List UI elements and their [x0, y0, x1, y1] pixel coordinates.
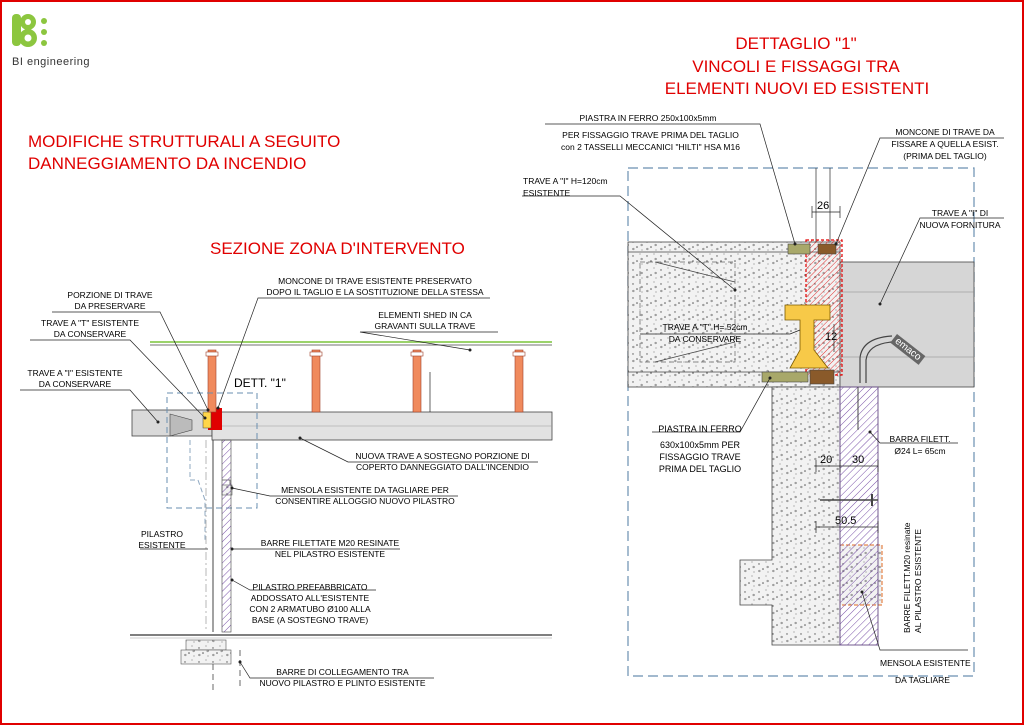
label-mensola-d-2: DA TAGLIARE	[895, 675, 950, 685]
detail-title-line2: VINCOLI E FISSAGGI TRA	[692, 57, 900, 76]
label-shed-2: GRAVANTI SULLA TRAVE	[374, 321, 476, 331]
detail-title-line3: ELEMENTI NUOVI ED ESISTENTI	[664, 79, 930, 98]
section-title: SEZIONE ZONA D'INTERVENTO	[210, 239, 465, 258]
label-trave-i120-1: TRAVE A "I" H=120cm	[523, 176, 608, 186]
label-prefab-3: CON 2 ARMATUBO Ø100 ALLA	[249, 604, 371, 614]
label-piastra2-4: PRIMA DEL TAGLIO	[658, 464, 742, 474]
label-piastra1-2: PER FISSAGGIO TRAVE PRIMA DEL TAGLIO	[562, 130, 739, 140]
label-piastra1-1: PIASTRA IN FERRO 250x100x5mm	[579, 113, 717, 123]
label-trave-t-2: DA CONSERVARE	[53, 329, 127, 339]
label-piastra2-3: FISSAGGIO TRAVE	[659, 452, 741, 462]
label-dett1: DETT. "1"	[234, 376, 286, 390]
label-trave-i-2: DA CONSERVARE	[38, 379, 112, 389]
label-pilastro-1: PILASTRO	[140, 529, 184, 539]
label-trave-i-1: TRAVE A "I" ESISTENTE	[27, 368, 123, 378]
label-shed-1: ELEMENTI SHED IN CA	[378, 310, 472, 320]
label-moncone-d-1: MONCONE DI TRAVE DA	[895, 127, 995, 137]
label-nuova-2: COPERTO DANNEGGIATO DALL'INCENDIO	[356, 462, 529, 472]
label-barre-vert-1: BARRE FILETT.M20 resinate	[902, 522, 912, 633]
label-trave-t-1: TRAVE A "T" ESISTENTE	[41, 318, 139, 328]
label-moncone-1: MONCONE DI TRAVE ESISTENTE PRESERVATO	[278, 276, 472, 286]
label-emaco: emaco	[890, 334, 925, 365]
detail-title-line1: DETTAGLIO "1"	[735, 34, 857, 53]
dim-26: 26	[817, 200, 830, 212]
label-mensola-1: MENSOLA ESISTENTE DA TAGLIARE PER	[281, 485, 449, 495]
label-coll-1: BARRE DI COLLEGAMENTO TRA	[276, 667, 409, 677]
label-pilastro-2: ESISTENTE	[138, 540, 186, 550]
label-trave-i-nuova-1: TRAVE A "I" DI	[931, 208, 989, 218]
label-piastra2-2: 630x100x5mm PER	[659, 440, 741, 450]
label-barra-2: Ø24 L= 65cm	[894, 446, 946, 456]
label-barra-1: BARRA FILETT.	[889, 434, 951, 444]
label-barre-2: NEL PILASTRO ESISTENTE	[274, 549, 386, 559]
label-nuova-1: NUOVA TRAVE A SOSTEGNO PORZIONE DI	[355, 451, 530, 461]
logo-text: BI engineering	[12, 56, 90, 68]
label-prefab-1: PILASTRO PREFABBRICATO	[252, 582, 368, 592]
label-piastra2-1: PIASTRA IN FERRO	[658, 424, 742, 434]
label-barre-1: BARRE FILETTATE M20 RESINATE	[260, 538, 400, 548]
label-moncone-d-3: (PRIMA DEL TAGLIO)	[903, 151, 987, 161]
label-trave-t52-2: DA CONSERVARE	[668, 334, 742, 344]
label-coll-2: NUOVO PILASTRO E PLINTO ESISTENTE	[259, 678, 426, 688]
label-prefab-4: BASE (A SOSTEGNO TRAVE)	[251, 615, 369, 625]
dim-50-5: 50.5	[835, 515, 857, 527]
label-barre-vert-2: AL PILASTRO ESISTENTE	[913, 528, 923, 633]
label-moncone-2: DOPO IL TAGLIO E LA SOSTITUZIONE DELLA STESSA	[266, 287, 484, 297]
label-trave-t52-1: TRAVE A "T" H= 52cm	[662, 322, 748, 332]
label-trave-i-nuova-2: NUOVA FORNITURA	[919, 220, 1001, 230]
label-piastra1-3: con 2 TASSELLI MECCANICI "HILTI" HSA M16	[561, 142, 740, 152]
label-moncone-d-2: FISSARE A QUELLA ESIST.	[891, 139, 999, 149]
label-trave-i120-2: ESISTENTE	[523, 188, 571, 198]
label-porzione-1: PORZIONE DI TRAVE	[67, 290, 153, 300]
label-prefab-2: ADDOSSATO ALL'ESISTENTE	[250, 593, 370, 603]
main-title-line2: DANNEGGIAMENTO DA INCENDIO	[28, 154, 307, 173]
label-mensola-2: CONSENTIRE ALLOGGIO NUOVO PILASTRO	[275, 496, 455, 506]
label-porzione-2: DA PRESERVARE	[74, 301, 146, 311]
dim-12: 12	[825, 331, 838, 343]
main-title-line1: MODIFICHE STRUTTURALI A SEGUITO	[28, 132, 341, 151]
dim-20: 20	[820, 454, 833, 466]
label-mensola-d-1: MENSOLA ESISTENTE	[880, 658, 971, 668]
dim-30: 30	[852, 454, 865, 466]
